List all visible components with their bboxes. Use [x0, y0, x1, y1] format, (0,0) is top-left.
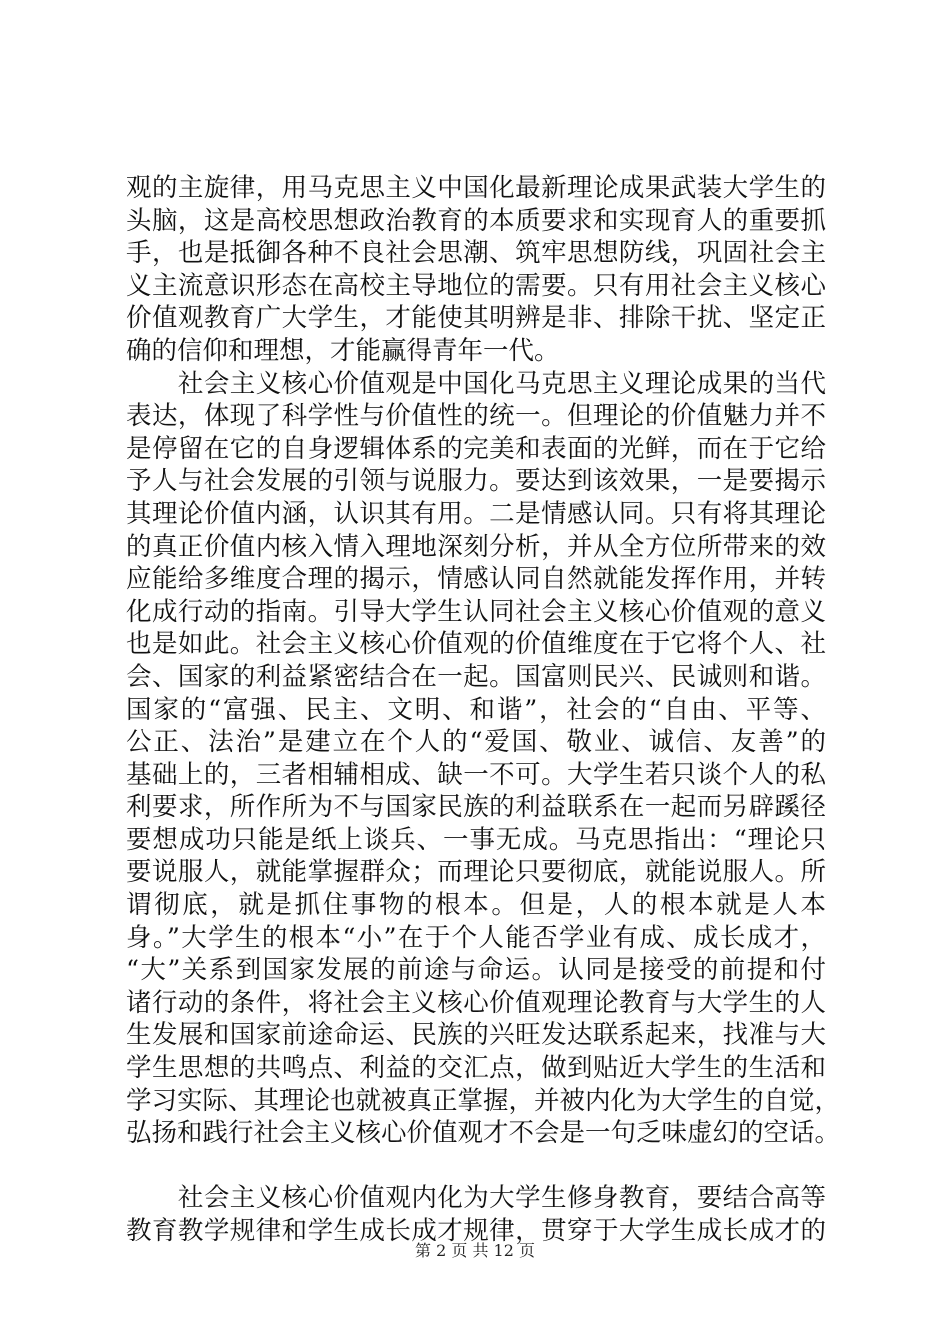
text-line: 义主流意识形态在高校主导地位的需要。只有用社会主义核心 — [126, 270, 826, 301]
paragraph — [126, 172, 826, 368]
text-line: 会、国家的利益紧密结合在一起。国富则民兴、民诚则和谐。 — [126, 661, 826, 692]
text-line: 学生思想的共鸣点、利益的交汇点，做到贴近大学生的生活和 — [126, 1053, 826, 1084]
text-line: 手，也是抵御各种不良社会思潮、筑牢思想防线，巩固社会主 — [126, 238, 826, 269]
text-line: 身。”大学生的根本“小”在于个人能否学业有成、成长成才， — [126, 922, 826, 953]
text-line: 谓彻底，就是抓住事物的根本。但是，人的根本就是人本 — [126, 890, 826, 921]
text-line: 生发展和国家前途命运、民族的兴旺发达联系起来，找准与大 — [126, 1020, 826, 1051]
text-line: 弘扬和践行社会主义核心价值观才不会是一句乏味虚幻的空话。 — [126, 1118, 841, 1149]
text-line: 予人与社会发展的引领与说服力。要达到该效果，一是要揭示 — [126, 466, 826, 497]
text-line: 化成行动的指南。引导大学生认同社会主义核心价值观的意义 — [126, 596, 826, 627]
text-line: 也是如此。社会主义核心价值观的价值维度在于它将个人、社 — [126, 629, 826, 660]
text-line: 国家的“富强、民主、文明、和谐”，社会的“自由、平等、 — [126, 694, 826, 725]
paragraph — [126, 368, 841, 1150]
paragraph — [126, 1182, 826, 1247]
text-line: 公正、法治”是建立在个人的“爱国、敬业、诚信、友善”的 — [126, 727, 826, 758]
page-number: 第 2 页 共 12 页 — [415, 1241, 535, 1260]
text-line: “大”关系到国家发展的前途与命运。认同是接受的前提和付 — [126, 955, 826, 986]
text-line: 是停留在它的自身逻辑体系的完美和表面的光鲜，而在于它给 — [126, 433, 826, 464]
text-line: 表达，体现了科学性与价值性的统一。但理论的价值魅力并不 — [126, 401, 826, 432]
text-line: 价值观教育广大学生，才能使其明辨是非、排除干扰、坚定正 — [126, 303, 826, 334]
text-line: 社会主义核心价值观是中国化马克思主义理论成果的当代 — [126, 368, 826, 399]
text-line: 要想成功只能是纸上谈兵、一事无成。马克思指出：“理论只 — [126, 824, 826, 855]
text-line: 观的主旋律，用马克思主义中国化最新理论成果武装大学生的 — [126, 173, 826, 203]
body-text — [126, 172, 841, 1248]
text-line: 应能给多维度合理的揭示，情感认同自然就能发挥作用，并转 — [126, 564, 826, 595]
text-line: 的真正价值内核入情入理地深刻分析，并从全方位所带来的效 — [126, 531, 826, 562]
text-line: 学习实际、其理论也就被真正掌握，并被内化为大学生的自觉， — [126, 1085, 841, 1116]
text-line: 要说服人，就能掌握群众；而理论只要彻底，就能说服人。所 — [126, 857, 826, 888]
text-line: 社会主义核心价值观内化为大学生修身教育，要结合高等 — [126, 1183, 826, 1214]
text-line: 头脑，这是高校思想政治教育的本质要求和实现育人的重要抓 — [126, 205, 826, 236]
text-line: 利要求，所作所为不与国家民族的利益联系在一起而另辟蹊径 — [126, 792, 826, 823]
text-line: 确的信仰和理想，才能赢得青年一代。 — [126, 335, 560, 366]
text-line: 教育教学规律和学生成长成才规律，贯穿于大学生成长成才的 — [126, 1216, 826, 1246]
text-line: 诸行动的条件，将社会主义核心价值观理论教育与大学生的人 — [126, 987, 826, 1018]
paragraph-gap — [126, 1150, 826, 1183]
text-line: 基础上的，三者相辅相成、缺一不可。大学生若只谈个人的私 — [126, 759, 826, 790]
text-line: 其理论价值内涵，认识其有用。二是情感认同。只有将其理论 — [126, 498, 826, 529]
